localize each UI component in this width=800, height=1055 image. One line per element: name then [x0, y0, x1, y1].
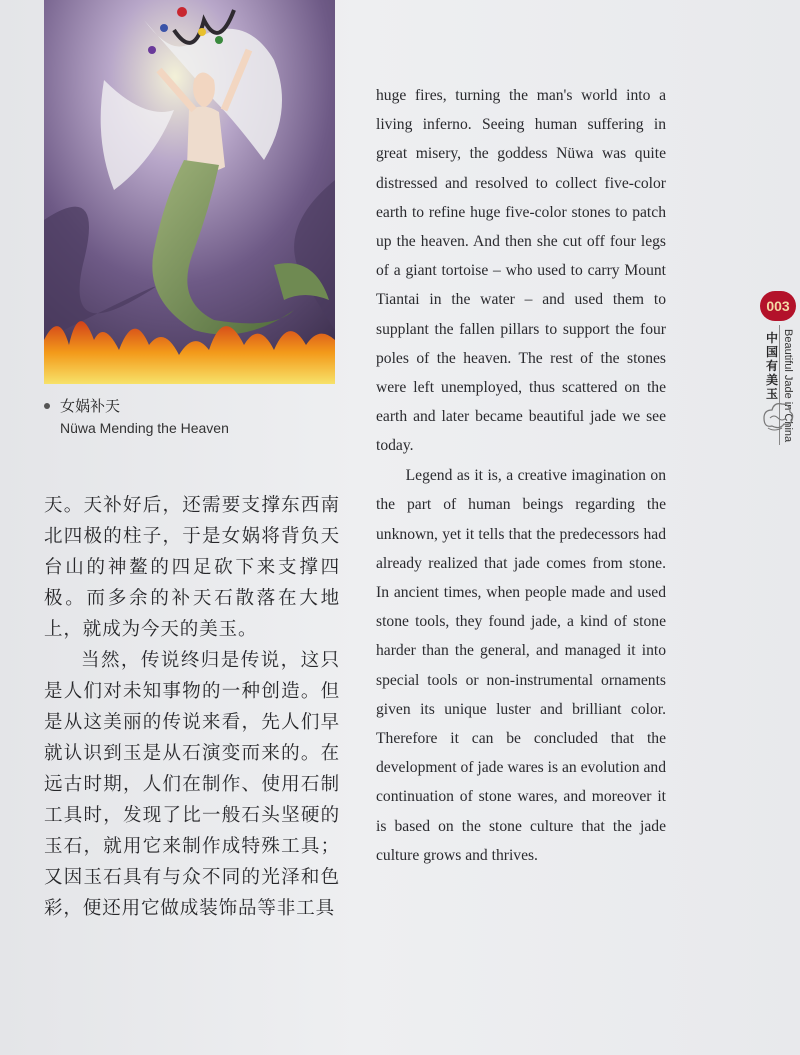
english-paragraph: huge fires, turning the man's world into a living inferno. Seeing human suffering in great misery, the goddess Nüwa was quite distressed and resolved to collect five-color earth to refine huge five-color stones to patch up the heaven. And then she cut off four legs of a giant tortoise – who used to carry Mount Tiantai in the water – and used them to supplant the fallen pillars to support the four poles of the heaven. The rest of the stones were left unemployed, thus scattered on the earth and later became beautiful jade we see today.	[376, 87, 666, 455]
goddess-illustration-icon	[44, 0, 335, 384]
chinese-text-column	[44, 490, 340, 924]
chinese-paragraph: 当然，传说终归是传说，这只是人们对未知事物的一种创造。但是从这美丽的传说来看，先人们早就认识到玉是从石演变而来的。在远古时期，人们在制作、使用石制工具时，发现了比一般石头坚硬的玉石，就用它来制作成特殊工具；又因玉石具有与众不同的光泽和色彩，便还用它做成装饰品等非工具	[44, 650, 340, 919]
caption-bullet-icon	[44, 403, 50, 409]
caption-english: Nüwa Mending the Heaven	[60, 420, 229, 436]
english-paragraph: Legend as it is, a creative imagination on the part of human beings regarding the unknown, yet it tells that the predecessors had already realized that jade comes from stone. In ancient times, when people made and used stone tools, they found jade, a kind of stone harder than the general, and managed it into special tools or non-instrumental ornaments given its unique luster and brilliant color. Therefore it can be concluded that the development of jade wares is an evolution and continuation of stone wares, and moreover it is based on the stone culture that the jade culture grows and thrives.	[376, 467, 666, 864]
nuwa-illustration	[44, 0, 335, 384]
english-text-column	[376, 81, 666, 870]
cloud-icon	[760, 398, 794, 434]
caption-chinese: 女娲补天	[60, 397, 121, 415]
chinese-paragraph: 天。天补好后，还需要支撑东西南北四极的柱子，于是女娲将背负天台山的神鳌的四足砍下来支撑四极。而多余的补天石散落在大地上，就成为今天的美玉。	[44, 495, 340, 640]
page-sidebar	[758, 291, 798, 461]
book-title-chinese: 中国有美玉	[765, 331, 778, 401]
book-title-english: Beautiful Jade in China	[782, 329, 794, 443]
page-number-badge: 003	[760, 291, 796, 321]
